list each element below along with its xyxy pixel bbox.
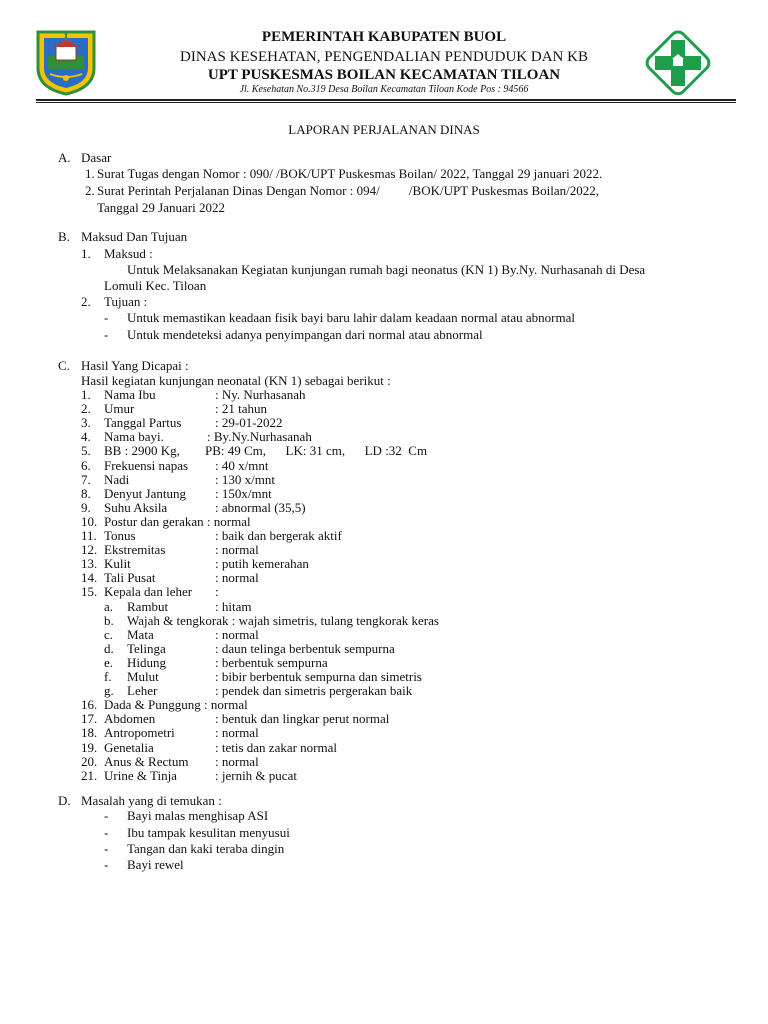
section-a-item1-num: 1. [85, 166, 95, 181]
hasil-item-label: Mulut [127, 669, 159, 684]
hasil-item-label: Nadi [104, 472, 130, 487]
hasil-item-label: Nama bayi. [104, 429, 164, 444]
header-line3: UPT PUSKESMAS BOILAN KECAMATAN TILOAN [207, 67, 561, 83]
hasil-item-value: : 40 x/mnt [215, 458, 269, 473]
header-rule-thick [36, 99, 736, 101]
hasil-item-label: Wajah & tengkorak : wajah simetris, tulang tengkorak keras [127, 613, 439, 628]
hasil-item-label: Nama Ibu [104, 387, 156, 402]
hasil-item-label: Denyut Jantung [104, 486, 186, 501]
hasil-item-num: 9. [81, 500, 91, 515]
hasil-item-num: 13. [81, 556, 98, 571]
hasil-item-label: Dada & Punggung : normal [104, 697, 248, 712]
hasil-item-value: : 21 tahun [215, 401, 267, 416]
hasil-item-value: : normal [215, 725, 259, 740]
section-b-heading: Maksud Dan Tujuan [81, 229, 188, 244]
hasil-item-num: 5. [81, 443, 91, 458]
hasil-item-label: Antropometri [104, 725, 175, 740]
hasil-item-num: 6. [81, 458, 91, 473]
hasil-item-num: 1. [81, 387, 91, 402]
hasil-item-num: 8. [81, 486, 91, 501]
maksud-label: Maksud : [104, 246, 153, 261]
hasil-item-label: Postur dan gerakan : normal [104, 514, 251, 529]
hasil-item-value: : 130 x/mnt [215, 472, 275, 487]
hasil-item-label: Hidung [127, 655, 166, 670]
masalah-item-1: Bayi malas menghisap ASI [127, 808, 269, 823]
hasil-item-label: Kulit [104, 556, 131, 571]
masalah-item-3: Tangan dan kaki teraba dingin [127, 841, 285, 856]
header-address: Jl. Kesehatan No.319 Desa Boilan Kecamatan Tiloan Kode Pos : 94566 [239, 84, 529, 95]
section-a-item2-text: Surat Perintah Perjalanan Dinas Dengan Nomor : 094/ /BOK/UPT Puskesmas Boilan/2022, [97, 183, 600, 198]
tujuan-num: 2. [81, 294, 91, 309]
section-b-letter: B. [58, 229, 70, 244]
hasil-item-value: : daun telinga berbentuk sempurna [215, 641, 395, 656]
tujuan-dash-1: - [104, 310, 109, 325]
hasil-item-num: 11. [81, 528, 97, 543]
hasil-item-value: : normal [215, 570, 259, 585]
masalah-dash-4: - [104, 857, 109, 872]
header-line2: DINAS KESEHATAN, PENGENDALIAN PENDUDUK DAN KB [180, 49, 588, 65]
hasil-item-label: Tanggal Partus [104, 415, 182, 430]
hasil-item-label: Rambut [127, 599, 169, 614]
hasil-item-num: 17. [81, 711, 98, 726]
tujuan-item-1: Untuk memastikan keadaan fisik bayi baru lahir dalam keadaan normal atau abnormal [127, 310, 575, 325]
hasil-item-label: Abdomen [104, 711, 156, 726]
hasil-item-num: d. [104, 641, 114, 656]
hasil-item-num: 7. [81, 472, 91, 487]
maksud-line1: Untuk Melaksanakan Kegiatan kunjungan rumah bagi neonatus (KN 1) By.Ny. Nurhasanah di Desa [127, 262, 646, 277]
hasil-item-label: Tali Pusat [104, 570, 156, 585]
hasil-item-num: 2. [81, 401, 91, 416]
masalah-dash-2: - [104, 825, 109, 840]
section-a-item1-text: Surat Tugas dengan Nomor : 090/ /BOK/UPT Puskesmas Boilan/ 2022, Tanggal 29 januari 2022. [97, 166, 603, 181]
hasil-item-value: : normal [215, 754, 259, 769]
masalah-item-2: Ibu tampak kesulitan menyusui [127, 825, 290, 840]
hasil-item-num: 14. [81, 570, 98, 585]
section-d-letter: D. [58, 793, 71, 808]
hasil-item-label: Frekuensi napas [104, 458, 189, 473]
hasil-item-value: : Ny. Nurhasanah [215, 387, 306, 402]
hasil-item-num: 4. [81, 429, 91, 444]
section-a-item2-num: 2. [85, 183, 95, 198]
hasil-item-value: PB: 49 Cm, LK: 31 cm, LD :32 Cm [205, 443, 428, 458]
hasil-item-num: c. [104, 627, 114, 642]
section-d-heading: Masalah yang di temukan : [81, 793, 222, 808]
hasil-item-num: 20. [81, 754, 98, 769]
maksud-num: 1. [81, 246, 91, 261]
hasil-item-value: : [215, 584, 219, 599]
hasil-item-num: g. [104, 683, 114, 698]
hasil-item-label: Tonus [104, 528, 136, 543]
header-line1: PEMERINTAH KABUPATEN BUOL [261, 29, 507, 45]
hasil-item-label: Genetalia [104, 740, 154, 755]
hasil-item-value: : tetis dan zakar normal [215, 740, 338, 755]
section-a-heading: Dasar [81, 150, 112, 165]
hasil-item-value: : bentuk dan lingkar perut normal [215, 711, 390, 726]
hasil-item-num: 15. [81, 584, 98, 599]
section-c-heading: Hasil Yang Dicapai : [81, 358, 189, 373]
section-a-item2-cont: Tanggal 29 Januari 2022 [97, 200, 225, 215]
hasil-item-num: a. [104, 599, 114, 614]
hasil-item-num: 19. [81, 740, 98, 755]
hasil-item-num: 12. [81, 542, 98, 557]
hasil-item-label: Urine & Tinja [104, 768, 177, 783]
hasil-item-value: : pendek dan simetris pergerakan baik [215, 683, 413, 698]
hasil-item-value: : normal [215, 542, 259, 557]
hasil-item-num: 16. [81, 697, 98, 712]
hasil-item-value: : putih kemerahan [215, 556, 309, 571]
hasil-item-value: : 29-01-2022 [215, 415, 283, 430]
hasil-item-label: Mata [127, 627, 154, 642]
tujuan-item-2: Untuk mendeteksi adanya penyimpangan dari normal atau abnormal [127, 327, 483, 342]
hasil-item-value: : baik dan bergerak aktif [215, 528, 342, 543]
hasil-item-value: : hitam [215, 599, 252, 614]
header-rule-thin [36, 102, 736, 103]
hasil-item-value: : normal [215, 627, 259, 642]
hasil-item-value: : berbentuk sempurna [215, 655, 328, 670]
masalah-item-4: Bayi rewel [127, 857, 184, 872]
hasil-item-num: e. [104, 655, 114, 670]
section-c-intro: Hasil kegiatan kunjungan neonatal (KN 1) sebagai berikut : [81, 373, 391, 388]
tujuan-label: Tujuan : [104, 294, 148, 309]
hasil-item-label: Ekstremitas [104, 542, 166, 557]
maksud-line2: Lomuli Kec. Tiloan [104, 278, 207, 293]
hasil-item-value: : abnormal (35,5) [215, 500, 306, 515]
hasil-item-num: b. [104, 613, 114, 628]
document-title: LAPORAN PERJALANAN DINAS [288, 122, 480, 137]
masalah-dash-1: - [104, 808, 109, 823]
tujuan-dash-2: - [104, 327, 109, 342]
masalah-dash-3: - [104, 841, 109, 856]
hasil-item-label: Leher [127, 683, 158, 698]
hasil-item-value: : jernih & pucat [215, 768, 297, 783]
hasil-item-label: Anus & Rectum [104, 754, 189, 769]
section-c-letter: C. [58, 358, 70, 373]
hasil-item-num: f. [104, 669, 112, 684]
hasil-item-label: Umur [104, 401, 135, 416]
hasil-item-num: 18. [81, 725, 98, 740]
hasil-item-value: : 150x/mnt [215, 486, 272, 501]
hasil-item-label: BB : 2900 Kg, [104, 443, 180, 458]
hasil-item-label: Suhu Aksila [104, 500, 168, 515]
hasil-item-label: Telinga [127, 641, 166, 656]
hasil-item-num: 3. [81, 415, 91, 430]
hasil-item-num: 10. [81, 514, 98, 529]
hasil-item-num: 21. [81, 768, 98, 783]
hasil-item-label: Kepala dan leher [104, 584, 193, 599]
hasil-item-value: : By.Ny.Nurhasanah [207, 429, 312, 444]
hasil-item-value: : bibir berbentuk sempurna dan simetris [215, 669, 422, 684]
section-a-letter: A. [58, 150, 71, 165]
